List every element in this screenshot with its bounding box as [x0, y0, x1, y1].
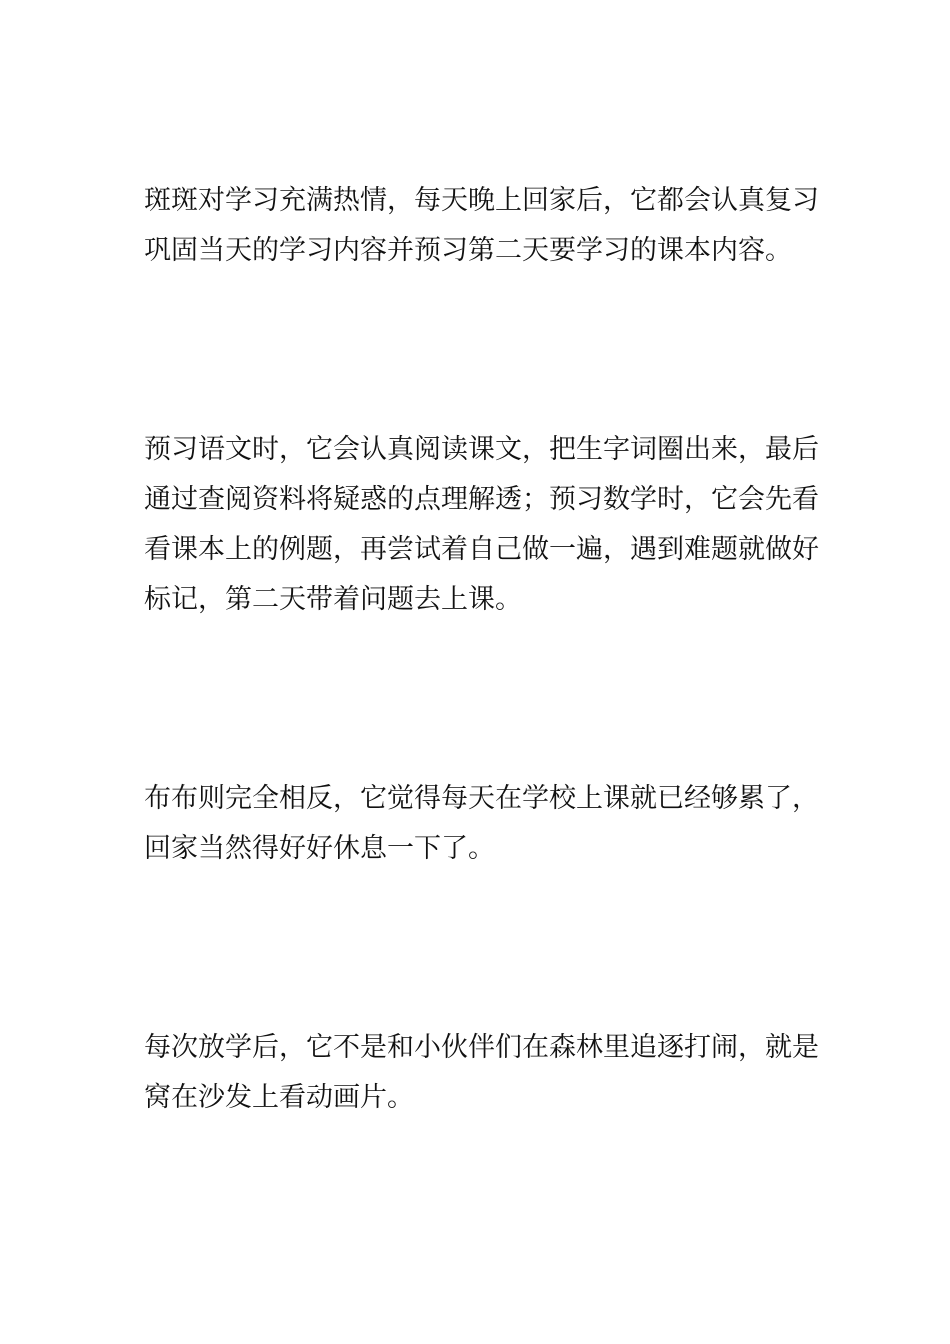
- text-line: 预习语文时，它会认真阅读课文，把生字词圈出来，最后: [144, 434, 819, 465]
- text-line: 窝在沙发上看动画片。: [144, 1082, 414, 1113]
- text-line: 布布则完全相反，它觉得每天在学校上课就已经够累了，: [144, 783, 819, 814]
- paragraph-1: [144, 176, 819, 276]
- text-line: 回家当然得好好休息一下了。: [144, 833, 495, 864]
- text-line: 斑斑对学习充满热情，每天晚上回家后，它都会认真复习: [144, 185, 819, 216]
- paragraph-4: [144, 1023, 819, 1123]
- text-line: 看课本上的例题，再尝试着自己做一遍，遇到难题就做好: [144, 534, 819, 565]
- paragraph-2: [144, 425, 819, 625]
- text-line: 每次放学后，它不是和小伙伴们在森林里追逐打闹，就是: [144, 1032, 819, 1063]
- paragraph-3: [144, 774, 819, 874]
- text-line: 标记，第二天带着问题去上课。: [144, 584, 522, 615]
- text-line: 巩固当天的学习内容并预习第二天要学习的课本内容。: [144, 235, 792, 266]
- text-line: 通过查阅资料将疑惑的点理解透；预习数学时，它会先看: [144, 484, 819, 515]
